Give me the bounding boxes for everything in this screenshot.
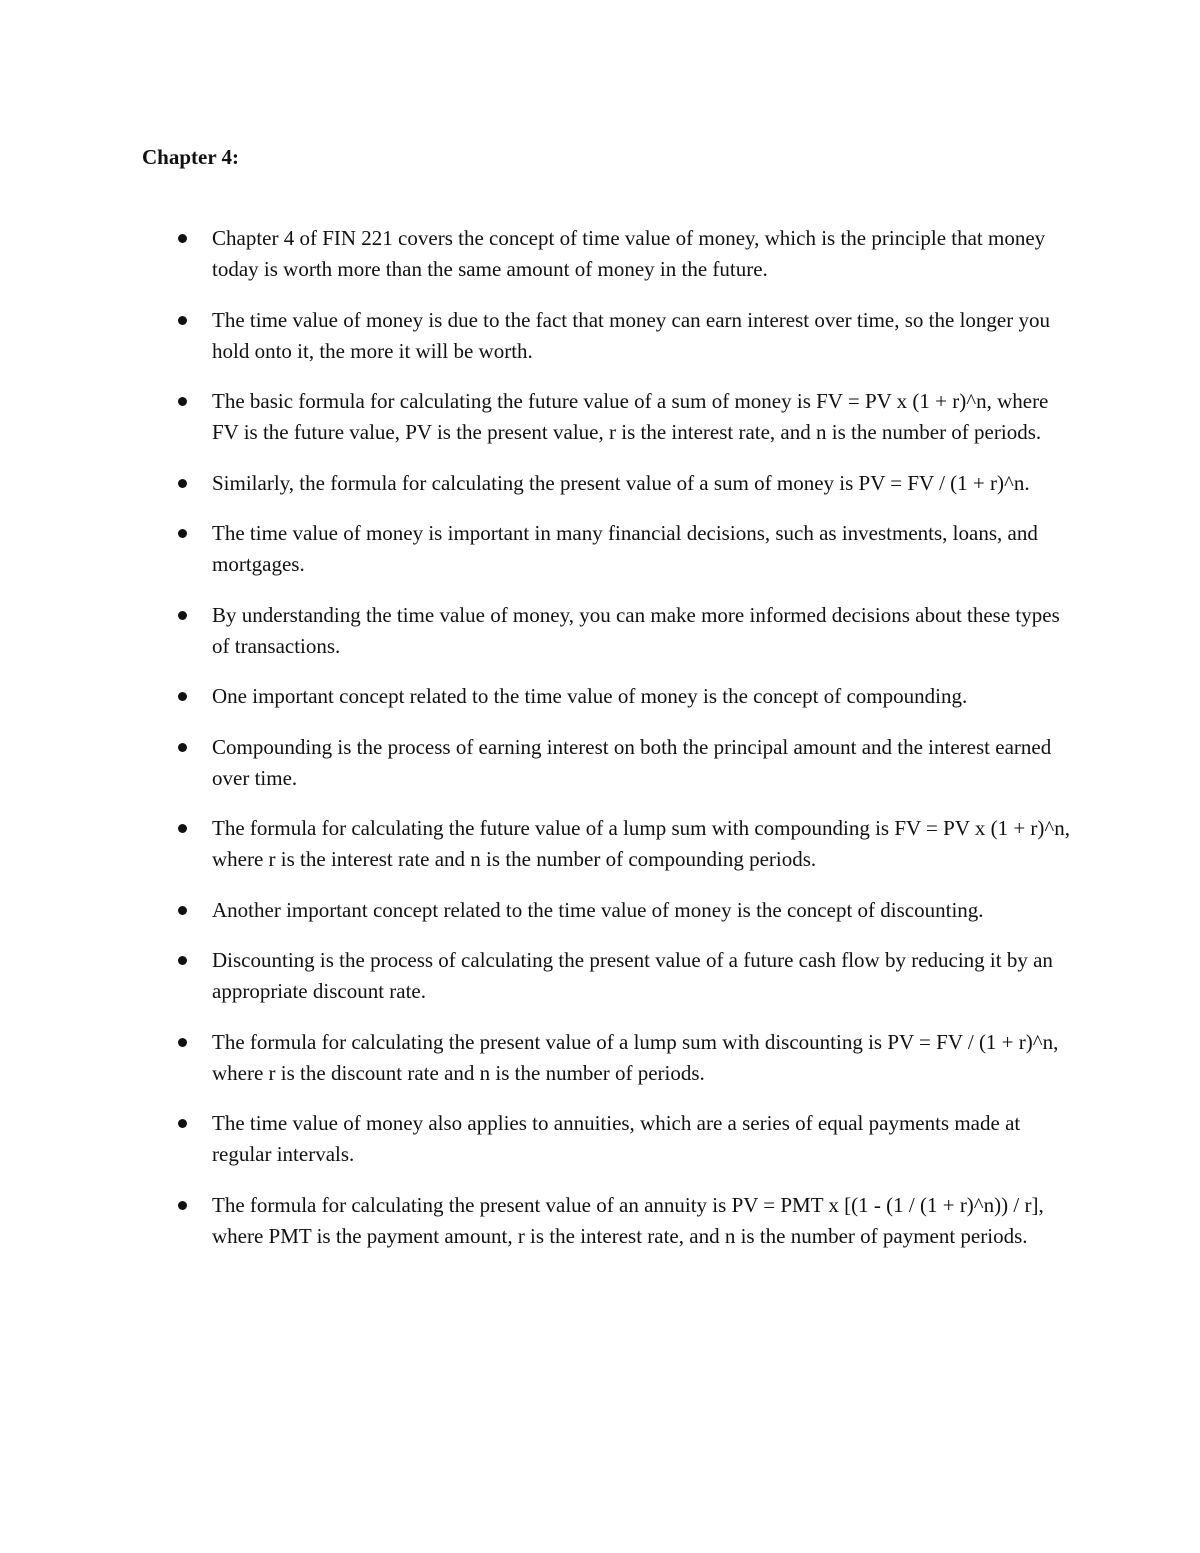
bullet-item: The formula for calculating the present value of an annuity is PV = PMT x [(1 - (1 / (1 + r)^n)) / r], where PMT is the payment amount, r is the interest rate, and n is the number of payment periods. xyxy=(212,1190,1072,1252)
bullet-item: The formula for calculating the future value of a lump sum with compounding is FV = PV x (1 + r)^n, where r is the interest rate and n is the number of compounding periods. xyxy=(212,813,1072,875)
bullet-item: Similarly, the formula for calculating the present value of a sum of money is PV = FV / (1 + r)^n. xyxy=(212,468,1072,499)
bullet-item: The time value of money is due to the fact that money can earn interest over time, so the longer you hold onto it, the more it will be worth. xyxy=(212,305,1072,367)
bullet-list xyxy=(212,223,1072,1271)
bullet-item: Discounting is the process of calculating the present value of a future cash flow by reducing it by an appropriate discount rate. xyxy=(212,945,1072,1007)
bullet-item: Compounding is the process of earning interest on both the principal amount and the interest earned over time. xyxy=(212,732,1072,794)
bullet-item: The basic formula for calculating the future value of a sum of money is FV = PV x (1 + r)^n, where FV is the future value, PV is the present value, r is the interest rate, and n is the number of periods. xyxy=(212,386,1072,448)
bullet-item: The time value of money is important in many financial decisions, such as investments, loans, and mortgages. xyxy=(212,518,1072,580)
bullet-item: One important concept related to the time value of money is the concept of compounding. xyxy=(212,681,1072,712)
bullet-item: The time value of money also applies to annuities, which are a series of equal payments made at regular intervals. xyxy=(212,1108,1072,1170)
bullet-item: Chapter 4 of FIN 221 covers the concept of time value of money, which is the principle that money today is worth more than the same amount of money in the future. xyxy=(212,223,1072,285)
bullet-item: The formula for calculating the present value of a lump sum with discounting is PV = FV / (1 + r)^n, where r is the discount rate and n is the number of periods. xyxy=(212,1027,1072,1089)
bullet-item: By understanding the time value of money, you can make more informed decisions about these types of transactions. xyxy=(212,600,1072,662)
chapter-heading: Chapter 4: xyxy=(142,145,240,169)
bullet-item: Another important concept related to the time value of money is the concept of discounting. xyxy=(212,895,1072,926)
